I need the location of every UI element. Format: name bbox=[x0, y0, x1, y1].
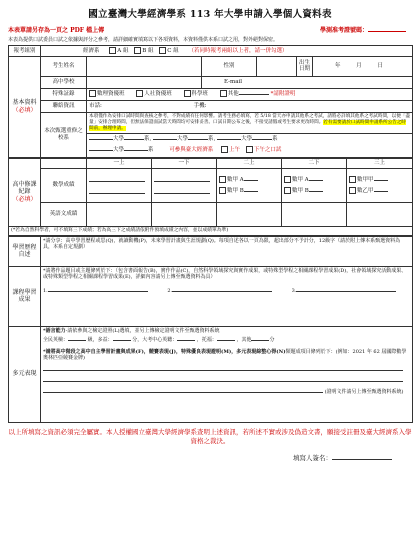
univ-label-4: 大學 bbox=[113, 147, 125, 154]
interview-entries[interactable] bbox=[87, 133, 413, 157]
language-title: *語言能力 bbox=[43, 327, 66, 334]
school-field[interactable] bbox=[87, 76, 202, 88]
grades-section-title: 高中修課紀錄 bbox=[12, 180, 37, 196]
math-2b-opt2: 數甲 B bbox=[292, 187, 309, 194]
grade-header-3a: 三上 bbox=[347, 158, 413, 168]
math-2b-opt1: 數甲 A bbox=[292, 176, 309, 183]
course-item-1[interactable] bbox=[43, 288, 161, 294]
group-a-label: A 組 bbox=[117, 48, 129, 54]
math-2a-opt2: 數甲 B bbox=[227, 187, 244, 194]
courses-items bbox=[43, 288, 410, 294]
birth-month-unit: 月 bbox=[356, 62, 362, 69]
listening-label: 分，大考中心英聽： bbox=[132, 336, 178, 343]
math-3a-opt1-checkbox[interactable] bbox=[349, 176, 356, 183]
english-1a[interactable] bbox=[87, 202, 152, 226]
form-title: 國立臺灣大學經濟學系 113 年大學申請入學個人資料表 bbox=[88, 9, 332, 20]
name-label: 考生姓名 bbox=[41, 56, 87, 76]
performance-cell bbox=[41, 326, 413, 422]
language-text: -請依參與之檢定證照(L)選填，並另上傳檢定證明文件至甄選資料系統 bbox=[65, 327, 220, 334]
dept-label-4: 系 bbox=[148, 147, 154, 154]
grades-section-label bbox=[9, 158, 41, 226]
english-2b[interactable] bbox=[282, 202, 347, 226]
univ-label-1: 大學 bbox=[113, 136, 125, 143]
grades-footnote-row bbox=[9, 226, 413, 235]
dept-label-2: 系 bbox=[208, 136, 214, 143]
english-label: 英語文成績 bbox=[41, 202, 87, 226]
other-lang-unit: 分 bbox=[269, 336, 275, 343]
dept-blank-3[interactable] bbox=[252, 139, 272, 140]
course-item-2-blank[interactable] bbox=[172, 291, 272, 292]
english-2a[interactable] bbox=[217, 202, 282, 226]
award-blank-2[interactable] bbox=[43, 381, 403, 382]
course-item-2[interactable] bbox=[167, 288, 285, 294]
contact-label: 聯絡資訊 bbox=[41, 100, 87, 112]
math-2a[interactable] bbox=[217, 168, 282, 202]
listening-blank[interactable] bbox=[177, 340, 195, 341]
award-blank-3[interactable] bbox=[43, 392, 323, 393]
birth-field[interactable] bbox=[313, 56, 413, 76]
form-page bbox=[8, 0, 412, 462]
course-item-3-num: 3. bbox=[291, 288, 297, 295]
interview-notice bbox=[87, 112, 413, 133]
courses-row bbox=[9, 266, 413, 326]
group-c-checkbox[interactable] bbox=[159, 47, 166, 54]
name-field[interactable] bbox=[87, 56, 202, 76]
courses-cell bbox=[41, 266, 413, 326]
grade-header-1b: 一下 bbox=[152, 158, 217, 168]
group-b-label: B 組 bbox=[142, 48, 154, 54]
award-line-2[interactable] bbox=[43, 378, 410, 384]
school-label: 高中學校 bbox=[41, 76, 87, 88]
signature-blank[interactable] bbox=[332, 459, 392, 460]
math-2a-opt2-blank[interactable] bbox=[244, 191, 258, 192]
award-instructions bbox=[43, 349, 410, 362]
toefl-label: ，托福： bbox=[196, 336, 217, 343]
interview-label: 本次甄選重修之校系 bbox=[41, 112, 87, 157]
interview-row bbox=[9, 112, 413, 133]
apply-group-note: （若同時報考兩組以上者，請一併勾選） bbox=[188, 48, 288, 54]
special-label: 特殊証錄 bbox=[41, 88, 87, 100]
contact-fields[interactable] bbox=[87, 100, 413, 112]
interview-line-1: 大學 系, 大學 系, 大學 系 bbox=[89, 136, 410, 143]
signature-field[interactable] bbox=[8, 453, 412, 462]
univ-label-3: 大學 bbox=[241, 136, 253, 143]
award-text: 類題成項目條列於下：(例如：2021 年 62 屆國際數學奧林匹亞競賽金牌) bbox=[43, 349, 407, 362]
math-3a-opt1-blank[interactable] bbox=[374, 180, 388, 181]
gept-blank[interactable] bbox=[68, 340, 86, 341]
award-title: *請將高中階段之高中自主學習計畫與成果(F)，競賽表現(J)，特殊優良表現證明(M)，多元表現綜整心得(N) bbox=[43, 349, 286, 356]
dept-blank-2[interactable] bbox=[188, 139, 208, 140]
math-3a-opt1: 數甲甲 bbox=[357, 176, 374, 183]
birth-year-unit: 年 bbox=[335, 62, 341, 69]
courses-label: 課程學習成果 bbox=[9, 266, 41, 326]
math-2b[interactable] bbox=[282, 168, 347, 202]
language-fields[interactable] bbox=[43, 337, 410, 343]
dept-label: 經濟系 bbox=[83, 48, 100, 54]
special-row bbox=[9, 88, 413, 100]
math-3a-opt2: 數乙甲 bbox=[357, 187, 374, 194]
dept-label-1: 系 bbox=[144, 136, 150, 143]
award-upload-note: (證明文件請另上傳至甄選資料系統) bbox=[324, 389, 404, 396]
afternoon-checkbox[interactable] bbox=[246, 146, 253, 153]
afternoon-label: 下午之口試 bbox=[253, 147, 282, 154]
basic-section-title: 基本資料 bbox=[12, 99, 37, 107]
performance-row bbox=[9, 326, 413, 422]
exam-id-blank[interactable] bbox=[368, 31, 406, 32]
gept-label: 全民英檢： bbox=[43, 336, 69, 343]
math-gifted-label: 數理資優班 bbox=[97, 91, 125, 98]
english-3a[interactable] bbox=[347, 202, 413, 226]
univ-blank-3[interactable] bbox=[217, 139, 241, 140]
math-3a-opt2-checkbox[interactable] bbox=[349, 187, 356, 194]
basic-required-tag: （必填） bbox=[12, 106, 37, 114]
landline-label: 市話: bbox=[89, 102, 102, 109]
english-row bbox=[9, 202, 413, 226]
course-item-2-num: 2. bbox=[167, 288, 173, 295]
other-lang-blank[interactable] bbox=[251, 340, 269, 341]
proof-note: *請附證明 bbox=[270, 91, 296, 98]
grade-header-2b: 二下 bbox=[282, 158, 347, 168]
toefl-blank[interactable] bbox=[217, 340, 235, 341]
sex-label: 性別 bbox=[202, 56, 257, 76]
apply-group-row bbox=[9, 46, 413, 57]
univ-label-2: 大學 bbox=[177, 136, 189, 143]
math-1b[interactable] bbox=[152, 168, 217, 202]
study-text: *請分享：高中學習歷程或思(Q)，就讀動機(P)，未來學習計畫與生涯規劃(Q)。每項自述各以一頁為限，超出部分不予計分，12級字（請於附上傳本系甄選資料為具，本系自定規劃） bbox=[41, 236, 413, 266]
grades-table bbox=[8, 158, 413, 236]
group-a-checkbox[interactable] bbox=[109, 47, 116, 54]
mobile-label: 手機: bbox=[193, 102, 207, 109]
confidential-note: 本表為提供口試委員口試之依據與評分之參考，請詳細確實填寫以下各項資料，本資料僅供本系口試之用，對外絕對保密。 bbox=[8, 37, 279, 43]
univ-blank-2[interactable] bbox=[153, 139, 177, 140]
courses-instructions: *請將作品題目或主題條列於下：（包含書面報告(B)，實作作品(C)，自然科學領域探究與實作成果，或特殊型學程之相關課程學習成果(D)，社會領域探究活動成果、或特殊類型學程之相關課程學習成果(E)，詳細內容請另上傳至甄選資料為具） bbox=[43, 267, 407, 280]
signature-label: 填寫人簽名： bbox=[293, 454, 332, 463]
portfolio-table bbox=[8, 236, 413, 423]
school-row bbox=[9, 76, 413, 88]
toeic-blank[interactable] bbox=[113, 340, 131, 341]
science-class-checkbox[interactable] bbox=[184, 90, 191, 97]
exam-id-label: 學測准考證號碼： bbox=[319, 27, 368, 34]
name-row bbox=[9, 56, 413, 76]
interview-highlight: 若有需要請於口試時間申請系所公告之時間前，辦理申請。 bbox=[89, 119, 406, 131]
special-options bbox=[87, 88, 413, 100]
interview-line-2 bbox=[89, 146, 410, 154]
grades-corner bbox=[41, 158, 87, 168]
other-label: 其他 bbox=[227, 91, 239, 98]
math-1b-line1[interactable] bbox=[154, 173, 210, 182]
apply-group-options bbox=[41, 46, 413, 57]
course-item-3-blank[interactable] bbox=[296, 291, 396, 292]
contact-row bbox=[9, 100, 413, 112]
exam-id-field[interactable] bbox=[320, 25, 406, 34]
grades-required-tag: （必填） bbox=[12, 195, 37, 203]
math-row bbox=[9, 168, 413, 202]
award-line-3[interactable] bbox=[43, 389, 410, 395]
other-checkbox[interactable] bbox=[220, 90, 227, 97]
math-3a-opt2-blank[interactable] bbox=[374, 191, 388, 192]
math-1b-line2[interactable] bbox=[154, 185, 210, 194]
performance-label: 多元表現 bbox=[9, 326, 41, 422]
grade-header-2a: 二上 bbox=[217, 158, 282, 168]
univ-blank-4[interactable] bbox=[89, 150, 113, 151]
grade-header-1a: 一上 bbox=[87, 158, 152, 168]
grades-footnote: (*若為自然科學者，可不填寫三下成績；若為高三下之成績請依附件預填成績之內容，並以成績單為準) bbox=[9, 226, 413, 235]
math-2b-opt1-blank[interactable] bbox=[309, 180, 323, 181]
study-label: 學習歷程自述 bbox=[9, 236, 41, 266]
toeic-label: 級，多益： bbox=[87, 336, 113, 343]
award-blank-1[interactable] bbox=[43, 370, 403, 371]
other-lang-label: ，其他 bbox=[236, 336, 252, 343]
interview-notice-text: 本項僅作為安排口試時間與查核之參考，不對成績有任何影響。請考生務必填寫，若 5/18 當天亦申請其他系之考試，請將必詳填其他系之考試時間，以便「盡量」安排合理時間，但無法保證面試當天時間均可安排妥善。口試日期公布之後，不接受請假或考生要求更改時間。 bbox=[89, 113, 411, 125]
univ-blank-1[interactable] bbox=[89, 139, 113, 140]
declaration-text: 以上所填寫之資訊必須完全屬實。本人授權國立臺灣大學經濟學系查明上述資訊，若所述不實或涉及偽造文書，願接受註冊及臺大經濟系入學資格之裁決。 bbox=[8, 427, 412, 446]
group-b-checkbox[interactable] bbox=[134, 47, 141, 54]
other-blank[interactable] bbox=[239, 94, 269, 95]
header-notes bbox=[8, 23, 412, 35]
dept-blank-1[interactable] bbox=[124, 139, 144, 140]
course-item-1-num: 1. bbox=[43, 288, 48, 295]
award-line-1[interactable] bbox=[43, 367, 410, 373]
grades-header-row bbox=[9, 158, 413, 168]
apply-group-label: 報考組別 bbox=[9, 46, 41, 57]
sex-field[interactable] bbox=[257, 56, 297, 76]
basic-section-label bbox=[9, 56, 41, 157]
upload-note: 本表單請另存為一頁之 PDF 檔上傳 bbox=[8, 27, 105, 34]
math-label: 數學成績 bbox=[41, 168, 87, 202]
english-1b[interactable] bbox=[152, 202, 217, 226]
application-table bbox=[8, 45, 413, 158]
math-2a-opt1-checkbox[interactable] bbox=[219, 176, 226, 183]
humanities-gifted-label: 人社資優班 bbox=[144, 91, 172, 98]
math-2b-opt2-checkbox[interactable] bbox=[284, 187, 291, 194]
morning-checkbox[interactable] bbox=[221, 146, 228, 153]
math-3a[interactable] bbox=[347, 168, 413, 202]
math-2a-opt1: 數甲 A bbox=[227, 176, 244, 183]
email-label: E-mail bbox=[224, 78, 242, 85]
email-cell[interactable] bbox=[202, 76, 413, 88]
dept-blank-4[interactable] bbox=[124, 150, 148, 151]
birth-label: 出生日期 bbox=[297, 56, 313, 76]
science-class-label: 科學班 bbox=[191, 91, 209, 98]
study-row bbox=[9, 236, 413, 266]
dept-label-3: 系 bbox=[272, 136, 278, 143]
birth-day-unit: 日 bbox=[377, 62, 384, 69]
math-2a-opt1-blank[interactable] bbox=[244, 180, 258, 181]
course-item-1-blank[interactable] bbox=[48, 291, 148, 292]
math-1a[interactable] bbox=[87, 168, 152, 202]
language-heading bbox=[43, 328, 410, 334]
math-1a-line2[interactable] bbox=[89, 185, 145, 194]
math-2a-opt2-checkbox[interactable] bbox=[219, 187, 226, 194]
group-c-label: C 組 bbox=[167, 48, 179, 54]
morning-label: 上午 bbox=[229, 147, 241, 154]
course-item-3[interactable] bbox=[292, 288, 410, 294]
math-2b-opt2-blank[interactable] bbox=[309, 191, 323, 192]
math-1a-line1[interactable] bbox=[89, 173, 145, 182]
humanities-gifted-checkbox[interactable] bbox=[136, 90, 143, 97]
ntu-session-note: 可參與臺大經濟系 bbox=[169, 147, 214, 154]
math-2b-opt1-checkbox[interactable] bbox=[284, 176, 291, 183]
math-gifted-checkbox[interactable] bbox=[89, 90, 96, 97]
